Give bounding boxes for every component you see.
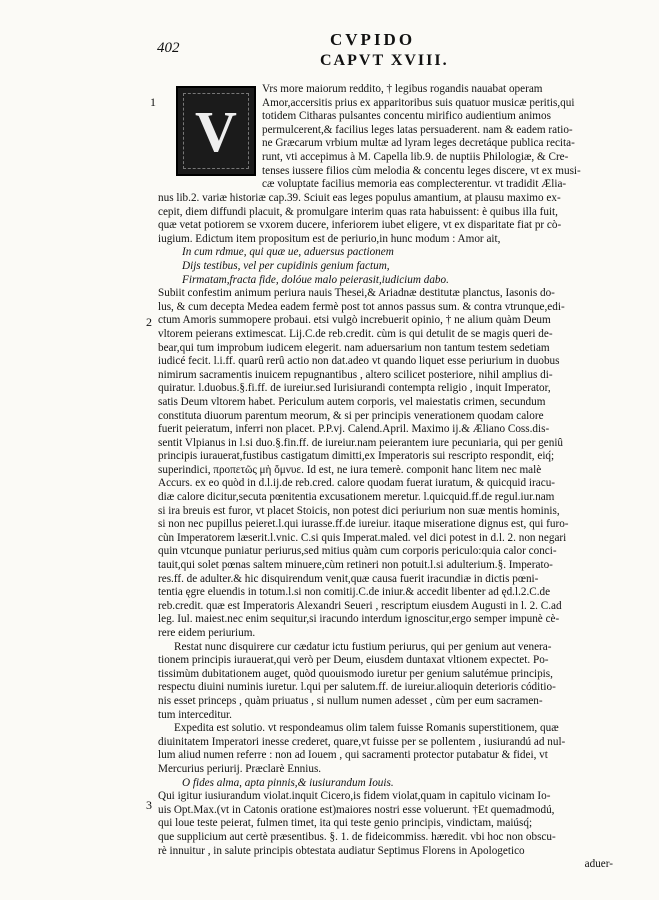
- text-line: diæ calore dicitur,secuta pœnitentia excusationem meretur. l.quicquid.ff.de regul.iur.nam: [158, 491, 555, 504]
- text-line: Qui igitur iusiurandum violat.inquit Cicero,is fidem violat,quam in capitulo vicinam Io-: [158, 790, 551, 803]
- text-line: rè innuitur , in salute principis obtestata audiatur Septimus Florens in Apologetico: [158, 844, 525, 857]
- margin-number-1: 1: [150, 95, 156, 109]
- text-line: quin vtcunque puniatur periurus,sed mitius quàm cum corporis periculo:quia calor conci-: [158, 545, 557, 558]
- text-line: tenses iussere filios cùm melodia & concentu leges discere, vt ex musi-: [262, 164, 581, 177]
- initial-ornament: [183, 93, 249, 169]
- margin-number-2: 2: [146, 315, 152, 329]
- text-line: cùn Imperatorem læserit.l.vnic. C.si quis Imperat.maled. vel dici potest in d.l. 2. non negari: [158, 531, 567, 544]
- text-line: vltorem peierans extimescat. Lij.C.de reb.credit. cùm is qui detulit de se magis queri de-: [158, 327, 553, 340]
- text-line: bear,qui tum improbum iudicem elegerit. nam aduersarium non tantum testem sedetiam: [158, 341, 550, 354]
- text-line: ctum Amoris summopere probaui. etsi vulgò increbuerit opinio, † ne alium quàm Deum: [158, 314, 551, 327]
- text-line: quiratur. l.duobus.§.fi.ff. de iureiur.sed Iurisiurandi contempta religio , inquit Imperator,: [158, 382, 551, 395]
- text-line: res.ff. de adulter.& hic disquirendum venit,quæ causa fuerit iracundiæ in dictis pœni-: [158, 572, 539, 585]
- text-line: ne Græcarum vrbium multæ ad lyram leges decretáque publica recita-: [262, 137, 575, 150]
- verse-line: In cum rdmue, qui quæ ue, aduersus pactionem: [182, 246, 394, 259]
- text-line: Accurs. ex eo quòd in d.l.ij.de reb.cred. calore quodam fuerat iuratum, & quicquid iracu-: [158, 477, 556, 490]
- text-line: que supplicium aut certè præsentibus. §. 1. de fideicommiss. hæredit. vbi hoc non obscu-: [158, 830, 556, 843]
- text-line: cepit, diem diffundi placuit, & promulgare interim quas rata habuissent: è quibus illa fuit,: [158, 205, 558, 218]
- text-line: Subiit confestim animum periura nauis Thesei,& Ariadnæ destitutæ planctus, Iasonis do-: [158, 287, 555, 300]
- text-line: tissimùm dubitationem auget, quòd quouismodo iuretur per genium salutémue principis,: [158, 667, 553, 680]
- verse-line: Dijs testibus, vel per cupidinis genium factum,: [182, 259, 390, 272]
- text-line: leg. Iul. maiest.nec enim sequitur,si iracundo interdum ignoscitur,ergo semper impunè cè-: [158, 613, 560, 626]
- verse-line: Firmatam,fracta fide, dolóue malo peierasit,iudicium dabo.: [182, 273, 449, 286]
- text-line: nus lib.2. variæ historiæ cap.39. Sciuit eas leges populus amantium, at plausu maximo ex-: [158, 192, 561, 204]
- text-line: cæ voluptate facilius memoria eas complecterentur. vt tradidit Ælia-: [262, 178, 567, 191]
- catchword: aduer-: [584, 858, 613, 871]
- text-line: runt, vti accepimus à M. Capella lib.9. de nuptiis Philologiæ, & Cre-: [262, 150, 569, 163]
- text-line: permulcerent,& facilius leges latas persuaderent. nam & eadem ratio-: [262, 123, 573, 136]
- text-line: Expedita est solutio. vt respondeamus olim talem fuisse Romanis superstitionem, quæ: [174, 722, 559, 735]
- text-line: fuerit peieratum, inferri non placet. P.P.vj. Calend.April. Maximo ij.& Æliano Coss.dis-: [158, 423, 550, 436]
- text-line: Amor,accersitis prius ex apparitoribus suis quatuor musicæ peritis,qui: [262, 96, 575, 109]
- text-line: tum interceditur.: [158, 708, 232, 721]
- text-line: si non nec pupillus peieret.l.qui iurasse.ff.de iureiur. itaque miseratione dignus est, qui furo-: [158, 518, 569, 531]
- text-line: respectu diuini numinis iuretur. l.qui per salutem.ff. de iureiur.alioquin deterioris códitio-: [158, 681, 556, 694]
- main-text: [158, 192, 613, 872]
- text-line: Vrs more maiorum reddito, † legibus rogandis nauabat operam: [262, 83, 543, 95]
- text-line: nimirum sacramentis inuicem repugnantibus , altero scilicet posteriore, nihil amplius di-: [158, 368, 553, 381]
- text-line: sentit Vlpianus in l.si duo.§.fin.ff. de iureiur.nam peierantem iure pecuniaria, qui per geniû: [158, 436, 564, 449]
- text-line: Restat nunc disquirere cur cædatur ictu fustium periurus, qui per genium aut venera-: [174, 640, 552, 653]
- chapter-heading: CAPVT XVIII.: [320, 52, 449, 69]
- text-line: lum aliud numen referre : non ad Iouem , qui sacramenti protector putabatur & fidei, vt: [158, 749, 548, 762]
- text-line: tentia ęgre eluendis in totum.l.si non comitij.C.de iniur.& accedit libenter ad ęd.l.2.C.de: [158, 586, 551, 599]
- text-line: lus, & cum decepta Medea eadem fermè post tot annos passus sum. & contra vtrunque,edi-: [158, 300, 565, 313]
- running-title: CVPIDO: [330, 30, 416, 49]
- margin-number-3: 3: [146, 798, 152, 812]
- page-number: 402: [157, 40, 180, 56]
- initial-letter: V: [195, 98, 237, 164]
- text-line: iugium. Edictum item propositum est de periurio,in hunc modum : Amor ait,: [158, 232, 501, 245]
- opening-block: [262, 83, 614, 192]
- text-line: Mercurius periurij. Præclarè Ennius.: [158, 762, 322, 775]
- text-line: quæ vetat potiorem se vxorem ducere, inferiorem iubet eligere, vt ex disparitate fiat pr cò-: [158, 219, 562, 232]
- text-line: totidem Citharas pulsantes concentu mirifico audientium animos: [262, 110, 551, 123]
- text-line: satis Deum vltorem habet. Periculum autem corporis, vel maiestatis crimen, secundum: [158, 395, 546, 408]
- text-line: tionem principis iurauerat,qui verò per Deum, eiusdem duntaxat vltionem expectet. Po-: [158, 654, 549, 667]
- text-line: principis iurauerat,fustibus castigatum dimitti,ex Imperatoris sui rescripto respondit, eiq́;: [158, 450, 555, 463]
- text-line: constituta diuorum parentum meorum, & si per principis venerationem quodam calore: [158, 409, 544, 422]
- text-line: iudicé fecit. l.i.ff. quarû rerû actio non dat.adeo vt quando liquet esse periurium in duobus: [158, 355, 560, 368]
- verse-line: O fides alma, apta pinnis,& iusiurandum Iouis.: [182, 776, 394, 789]
- text-line: qui loue teste peierat, fulmen timet, ita qui teste genio principis, vindictam, maiúsq́;: [158, 817, 533, 830]
- text-line: diuinitatem Imperatori inesse crederet, quare,vt fuisse per se pollentem , iusiurandú ad nul-: [158, 735, 566, 748]
- text-line: nis esset princeps , quàm priuatus , si nullum numen adesset , cùm per eum sacramen-: [158, 694, 543, 707]
- text-line: superindici, προπετῶς μὴ ὄμνυε. Id est, ne iura temerè. componit hanc litem nec malè: [158, 463, 542, 476]
- text-line: tauit,qui solet pœnas saltem minuere,cùm retineri non potuit.l.si adulterium.§. Imperato-: [158, 559, 553, 572]
- text-line: rere eidem periurium.: [158, 627, 256, 639]
- decorated-initial: [176, 86, 256, 176]
- text-line: si ira breuis est furor, vt placet Stoicis, non potest dici periurium non suæ mentis hominis,: [158, 504, 560, 517]
- text-line: uis Opt.Max.(vt in Catonis oratione est)maiores nostri esse voluerunt. †Et quemadmodú,: [158, 803, 555, 816]
- text-line: reb.credit. quæ est Imperatoris Alexandri Seueri , rescriptum eiusdem Augusti in l. 2. C.ad: [158, 599, 562, 612]
